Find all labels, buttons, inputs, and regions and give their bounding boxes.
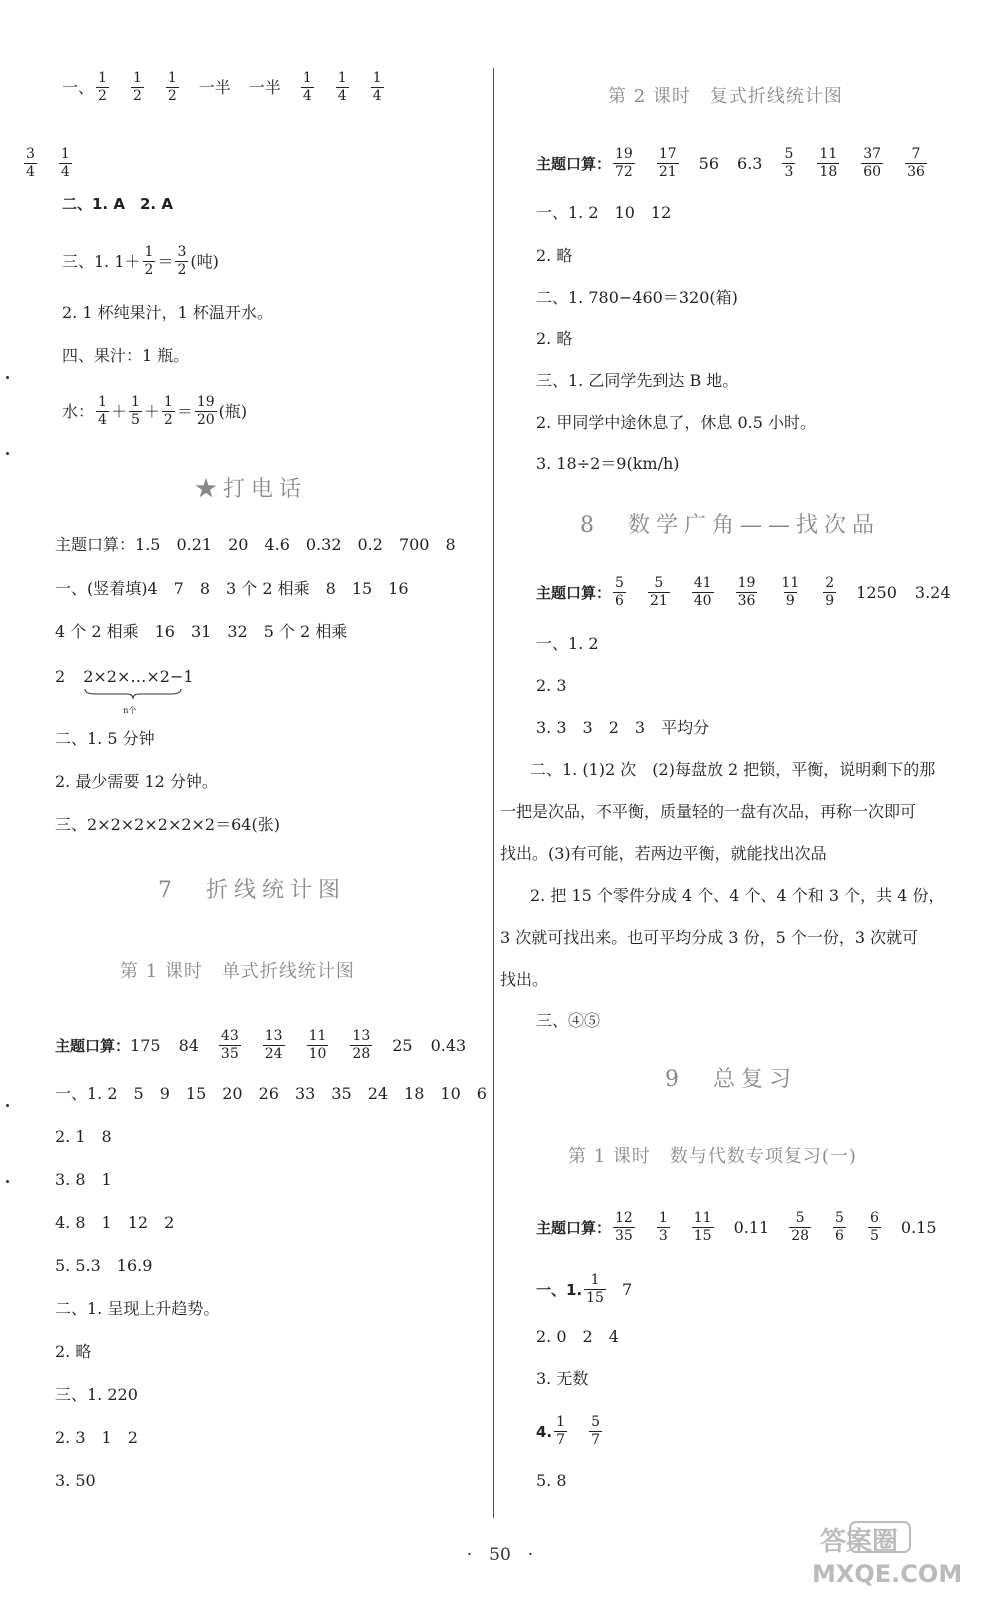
denominator: 28 — [791, 1228, 810, 1244]
answer-line: 一、(竖着填)4 7 8 3 个 2 相乘 8 15 16 — [55, 579, 409, 598]
fraction — [301, 70, 314, 105]
denominator: 35 — [615, 1228, 633, 1244]
denominator: 5 — [869, 1228, 879, 1244]
fraction — [589, 1414, 602, 1449]
answer-line: 二、1. 780−460＝320(箱) — [536, 288, 738, 307]
numerator: 17 — [658, 146, 677, 162]
answer-value — [611, 1210, 637, 1245]
answer-line: 找出。 — [500, 970, 549, 989]
watermark-text: 答案圈 — [820, 1527, 899, 1557]
denominator: 2 — [98, 88, 107, 104]
denominator: 36 — [737, 593, 756, 609]
denominator: 2 — [167, 88, 177, 104]
denominator: 4 — [60, 164, 70, 180]
answer-value — [915, 582, 951, 604]
answer-value — [334, 70, 351, 105]
answer-line: 二、1. 5 分钟 — [55, 729, 155, 748]
fraction — [584, 1272, 606, 1307]
numerator: 19 — [196, 394, 215, 410]
answer-value — [22, 146, 39, 181]
fraction — [307, 1028, 329, 1063]
text-fragment: ＝ — [157, 251, 174, 271]
answer-line: 3. 3 3 2 3 平均分 — [536, 718, 710, 737]
denominator: 21 — [649, 593, 668, 609]
denominator: 35 — [220, 1046, 239, 1062]
numerator: 1 — [167, 70, 177, 86]
numerator: 12 — [615, 1210, 633, 1226]
answer-value — [903, 146, 929, 181]
answer-line: 三、1. 乙同学先到达 B 地。 — [536, 371, 739, 390]
denominator: 4 — [337, 88, 347, 104]
text-fragment: 水： — [62, 401, 95, 421]
fraction — [24, 146, 37, 181]
denominator: 36 — [907, 164, 925, 180]
fraction — [143, 244, 156, 279]
answer-line: 找出。(3)有可能，若两边平衡，就能找出次品 — [500, 844, 827, 863]
denominator: 7 — [591, 1432, 600, 1448]
answer-value — [690, 1210, 716, 1245]
answer-value — [787, 1210, 813, 1245]
answer-value — [392, 1035, 412, 1057]
numerator: 11 — [308, 1028, 327, 1044]
numerator: 5 — [784, 146, 794, 162]
numerator: 19 — [737, 575, 756, 591]
fraction — [336, 70, 349, 105]
numerator: 1 — [658, 1210, 668, 1226]
fraction — [823, 575, 836, 610]
numerator: 2 — [825, 575, 835, 591]
answer-line — [62, 394, 247, 429]
answer-line: 5. 5.3 16.9 — [55, 1256, 153, 1275]
text-fragment: 主题口算： — [536, 154, 612, 173]
denominator: 15 — [586, 1290, 604, 1306]
answer-line: 一、1. 2 5 9 15 20 26 33 35 24 18 10 6 — [55, 1084, 487, 1103]
answer-value — [587, 1414, 604, 1449]
fraction — [817, 146, 839, 181]
numerator: 13 — [264, 1028, 283, 1044]
fraction — [782, 146, 795, 181]
answer-line: 一把是次品，不平衡，质量轻的一盘有次品，再称一次即可 — [500, 802, 917, 821]
answer-line: 2. 3 — [536, 676, 567, 695]
answer-line: 二、1. (1)2 次 (2)每盘放 2 把锁，平衡，说明剩下的那 — [514, 760, 936, 779]
answer-line: 2. 把 15 个零件分成 4 个、4 个、4 个和 3 个，共 4 份， — [514, 886, 945, 905]
text-fragment: 一、 — [62, 77, 95, 97]
answer-value — [611, 575, 628, 610]
lesson-heading: 第 1 课时 单式折线统计图 — [120, 961, 355, 982]
answer-line: 2. 0 2 4 — [536, 1327, 619, 1346]
answer-value — [94, 70, 111, 105]
answer-line: 二、1. A 2. A — [62, 195, 173, 213]
text-fragment: 主题口算： — [536, 583, 612, 602]
numerator: 5 — [835, 1210, 844, 1226]
fraction — [166, 70, 179, 105]
scan-mark — [6, 1104, 9, 1107]
denominator: 2 — [144, 262, 154, 278]
numerator: 1 — [98, 70, 107, 86]
text-fragment: 一、1. — [536, 1280, 583, 1299]
denominator: 9 — [785, 593, 795, 609]
denominator: 60 — [863, 164, 882, 180]
answer-line — [536, 1210, 937, 1245]
answer-line — [536, 575, 951, 610]
denominator: 2 — [132, 88, 142, 104]
numerator: 3 — [26, 146, 35, 162]
denominator: 3 — [784, 164, 794, 180]
answer-line: 2. 3 1 2 — [55, 1428, 138, 1447]
denominator: 18 — [819, 164, 838, 180]
numerator: 37 — [863, 146, 882, 162]
fraction — [96, 70, 109, 105]
denominator: 9 — [825, 593, 835, 609]
answer-value — [199, 77, 231, 99]
text-fragment: 25 — [392, 1035, 413, 1055]
answer-line: 一、1. 2 — [536, 634, 599, 653]
watermark-logo — [790, 1520, 980, 1594]
denominator: 15 — [693, 1228, 712, 1244]
text-fragment: 4. — [536, 1422, 553, 1441]
numerator: 1 — [590, 1272, 600, 1288]
text-fragment: 0.15 — [900, 1217, 937, 1237]
fraction — [195, 394, 217, 429]
answer-line — [62, 70, 386, 105]
answer-line: 三、2×2×2×2×2×2＝64(张) — [55, 815, 280, 834]
fraction — [371, 70, 384, 105]
section-heading: 9 总复习 — [665, 1067, 797, 1092]
numerator: 41 — [693, 575, 712, 591]
text-fragment: (吨) — [190, 251, 219, 271]
numerator: 5 — [591, 1414, 600, 1430]
denominator: 10 — [308, 1046, 327, 1062]
numerator: 1 — [144, 244, 154, 260]
answer-value — [646, 575, 672, 610]
denominator: 6 — [615, 593, 624, 609]
answer-line: 3. 8 1 — [55, 1170, 112, 1189]
text-fragment: ＋ — [110, 401, 127, 421]
text-fragment: 0.43 — [430, 1035, 467, 1055]
fraction — [692, 575, 714, 610]
numerator: 3 — [177, 244, 187, 260]
text-fragment: (瓶) — [218, 401, 248, 421]
watermark-url: MXQE.COM — [812, 1560, 963, 1588]
answer-line: 三、④⑤ — [536, 1011, 601, 1030]
lesson-heading: 第 2 课时 复式折线统计图 — [608, 86, 843, 107]
brace-label: n个 — [123, 706, 137, 715]
fraction — [779, 575, 801, 610]
answer-line: 三、1. 220 — [55, 1385, 138, 1404]
text-fragment: 3.24 — [914, 582, 951, 602]
fraction — [905, 146, 927, 181]
numerator: 1 — [372, 70, 382, 86]
answer-value — [611, 146, 637, 181]
denominator: 4 — [302, 88, 312, 104]
answer-value — [655, 146, 681, 181]
denominator: 2 — [177, 262, 187, 278]
answer-line — [55, 1028, 466, 1063]
answer-value — [129, 70, 146, 105]
text-fragment: 6.3 — [737, 153, 763, 173]
fraction — [648, 575, 670, 610]
numerator: 1 — [130, 394, 140, 410]
answer-value — [369, 70, 386, 105]
numerator: 1 — [556, 1414, 566, 1430]
fraction — [657, 1210, 670, 1245]
answer-line — [536, 1272, 632, 1307]
answer-value — [690, 575, 716, 610]
answer-line: 3. 18÷2＝9(km/h) — [536, 454, 680, 473]
fraction — [219, 1028, 241, 1063]
answer-line — [62, 244, 219, 279]
denominator: 3 — [658, 1228, 668, 1244]
answer-line: 4. 8 1 12 2 — [55, 1213, 175, 1232]
section-heading: 7 折线统计图 — [158, 878, 346, 903]
answer-value — [734, 1217, 770, 1239]
answer-line: 一、1. 2 10 12 — [536, 203, 672, 222]
fraction — [613, 146, 635, 181]
denominator: 4 — [98, 412, 107, 428]
answer-value — [699, 153, 719, 175]
answer-value — [57, 146, 74, 181]
answer-line — [22, 146, 74, 181]
numerator: 13 — [352, 1028, 371, 1044]
answer-value — [655, 1210, 672, 1245]
answer-value — [859, 146, 885, 181]
section-heading: 8 数学广角——找次品 — [580, 513, 880, 538]
fraction — [613, 575, 626, 610]
answer-value — [261, 1028, 287, 1063]
answer-line — [536, 1414, 604, 1449]
fraction — [613, 1210, 635, 1245]
numerator: 11 — [693, 1210, 712, 1226]
text-fragment: 主题口算： — [55, 1036, 131, 1055]
text-fragment: 175 — [130, 1035, 161, 1055]
answer-line: 4 个 2 相乘 16 31 32 5 个 2 相乘 — [55, 622, 348, 641]
numerator: 1 — [163, 394, 173, 410]
numerator: 11 — [781, 575, 800, 591]
text-fragment: 1250 — [856, 582, 897, 602]
numerator: 19 — [615, 146, 633, 162]
fraction — [657, 146, 679, 181]
term: −1 — [169, 667, 194, 686]
fraction — [96, 394, 109, 429]
fraction — [350, 1028, 372, 1063]
text-fragment: 一半 — [198, 77, 231, 97]
answer-line: 3 次就可找出来。也可平均分成 3 份，5 个一份，3 次就可 — [500, 928, 919, 947]
answer-line: 二、1. 呈现上升趋势。 — [55, 1299, 220, 1318]
answer-line-brace — [55, 666, 194, 715]
denominator: 6 — [835, 1228, 844, 1244]
answer-line: 主题口算：1.5 0.21 20 4.6 0.32 0.2 700 8 — [55, 535, 456, 554]
answer-line: 5. 8 — [536, 1471, 567, 1490]
answer-value — [780, 146, 797, 181]
answer-value — [299, 70, 316, 105]
numerator: 6 — [869, 1210, 879, 1226]
numerator: 1 — [337, 70, 347, 86]
answer-value — [179, 1035, 199, 1057]
product-expression — [83, 666, 170, 715]
answer-value — [856, 582, 897, 604]
denominator: 4 — [26, 164, 35, 180]
denominator: 4 — [372, 88, 382, 104]
answer-line: 2. 1 8 — [55, 1127, 112, 1146]
section-heading: ★打电话 — [195, 477, 308, 502]
answer-line — [536, 146, 929, 181]
numerator: 5 — [654, 575, 664, 591]
denominator: 24 — [264, 1046, 283, 1062]
answer-value — [901, 1217, 937, 1239]
numerator: 43 — [220, 1028, 239, 1044]
fraction — [175, 244, 188, 279]
text-fragment: ＋ — [143, 401, 160, 421]
answer-line: 四、果汁：1 瓶。 — [62, 346, 190, 365]
answer-value — [305, 1028, 331, 1063]
answer-value — [431, 1035, 467, 1057]
denominator: 72 — [615, 164, 633, 180]
answer-value — [866, 1210, 883, 1245]
fraction — [736, 575, 758, 610]
lesson-heading: 第 1 课时 数与代数专项复习(一) — [568, 1146, 857, 1167]
fraction — [868, 1210, 881, 1245]
denominator: 7 — [556, 1432, 566, 1448]
numerator: 5 — [795, 1210, 805, 1226]
answer-value — [734, 575, 760, 610]
answer-line: 3. 50 — [55, 1471, 96, 1490]
scan-mark — [6, 452, 9, 455]
fraction — [129, 394, 142, 429]
text-fragment: 7 — [621, 1279, 633, 1299]
page-number: · 50 · — [466, 1545, 534, 1565]
numerator: 11 — [819, 146, 838, 162]
text-fragment: 一半 — [248, 77, 281, 97]
answer-value — [164, 70, 181, 105]
denominator: 21 — [658, 164, 677, 180]
product-term: 2×2×…×2 — [83, 667, 170, 686]
text-fragment: 主题口算： — [536, 1218, 612, 1237]
fraction — [833, 1210, 846, 1245]
term: 2 — [55, 667, 66, 686]
denominator: 2 — [163, 412, 173, 428]
answer-line: 2. 最少需要 12 分钟。 — [55, 772, 218, 791]
answer-value — [777, 575, 803, 610]
fraction — [789, 1210, 811, 1245]
numerator: 1 — [132, 70, 142, 86]
answer-line: 2. 略 — [536, 329, 573, 348]
answer-value — [249, 77, 281, 99]
numerator: 1 — [60, 146, 70, 162]
text-fragment: 三、1. 1＋ — [62, 251, 141, 271]
answer-line: 2. 略 — [55, 1342, 92, 1361]
fraction — [131, 70, 144, 105]
answer-line: 2. 略 — [536, 246, 573, 265]
numerator: 1 — [302, 70, 312, 86]
denominator: 20 — [196, 412, 215, 428]
answer-value — [815, 146, 841, 181]
answer-value — [348, 1028, 374, 1063]
fraction — [162, 394, 175, 429]
answer-value — [831, 1210, 848, 1245]
column-divider — [493, 68, 494, 1518]
text-fragment: 84 — [178, 1035, 199, 1055]
answer-line: 2. 甲同学中途休息了，休息 0.5 小时。 — [536, 413, 816, 432]
denominator: 40 — [693, 593, 712, 609]
answer-value — [737, 153, 762, 175]
scan-mark — [6, 1180, 9, 1183]
answer-line: 2. 1 杯纯果汁，1 杯温开水。 — [62, 303, 273, 322]
underbrace — [83, 688, 183, 700]
text-fragment: 0.11 — [733, 1217, 770, 1237]
text-fragment: ＝ — [176, 401, 193, 421]
answer-value — [552, 1414, 569, 1449]
answer-line: 3. 无数 — [536, 1369, 589, 1388]
answer-value — [130, 1035, 161, 1057]
fraction — [263, 1028, 285, 1063]
answer-value — [217, 1028, 243, 1063]
scan-mark — [6, 376, 9, 379]
text-fragment: 56 — [698, 153, 720, 173]
denominator: 28 — [352, 1046, 371, 1062]
denominator: 5 — [130, 412, 140, 428]
fraction — [861, 146, 883, 181]
numerator: 1 — [98, 394, 107, 410]
answer-value — [821, 575, 838, 610]
fraction — [692, 1210, 714, 1245]
fraction — [554, 1414, 567, 1449]
numerator: 5 — [615, 575, 624, 591]
numerator: 7 — [911, 146, 921, 162]
fraction — [59, 146, 72, 181]
